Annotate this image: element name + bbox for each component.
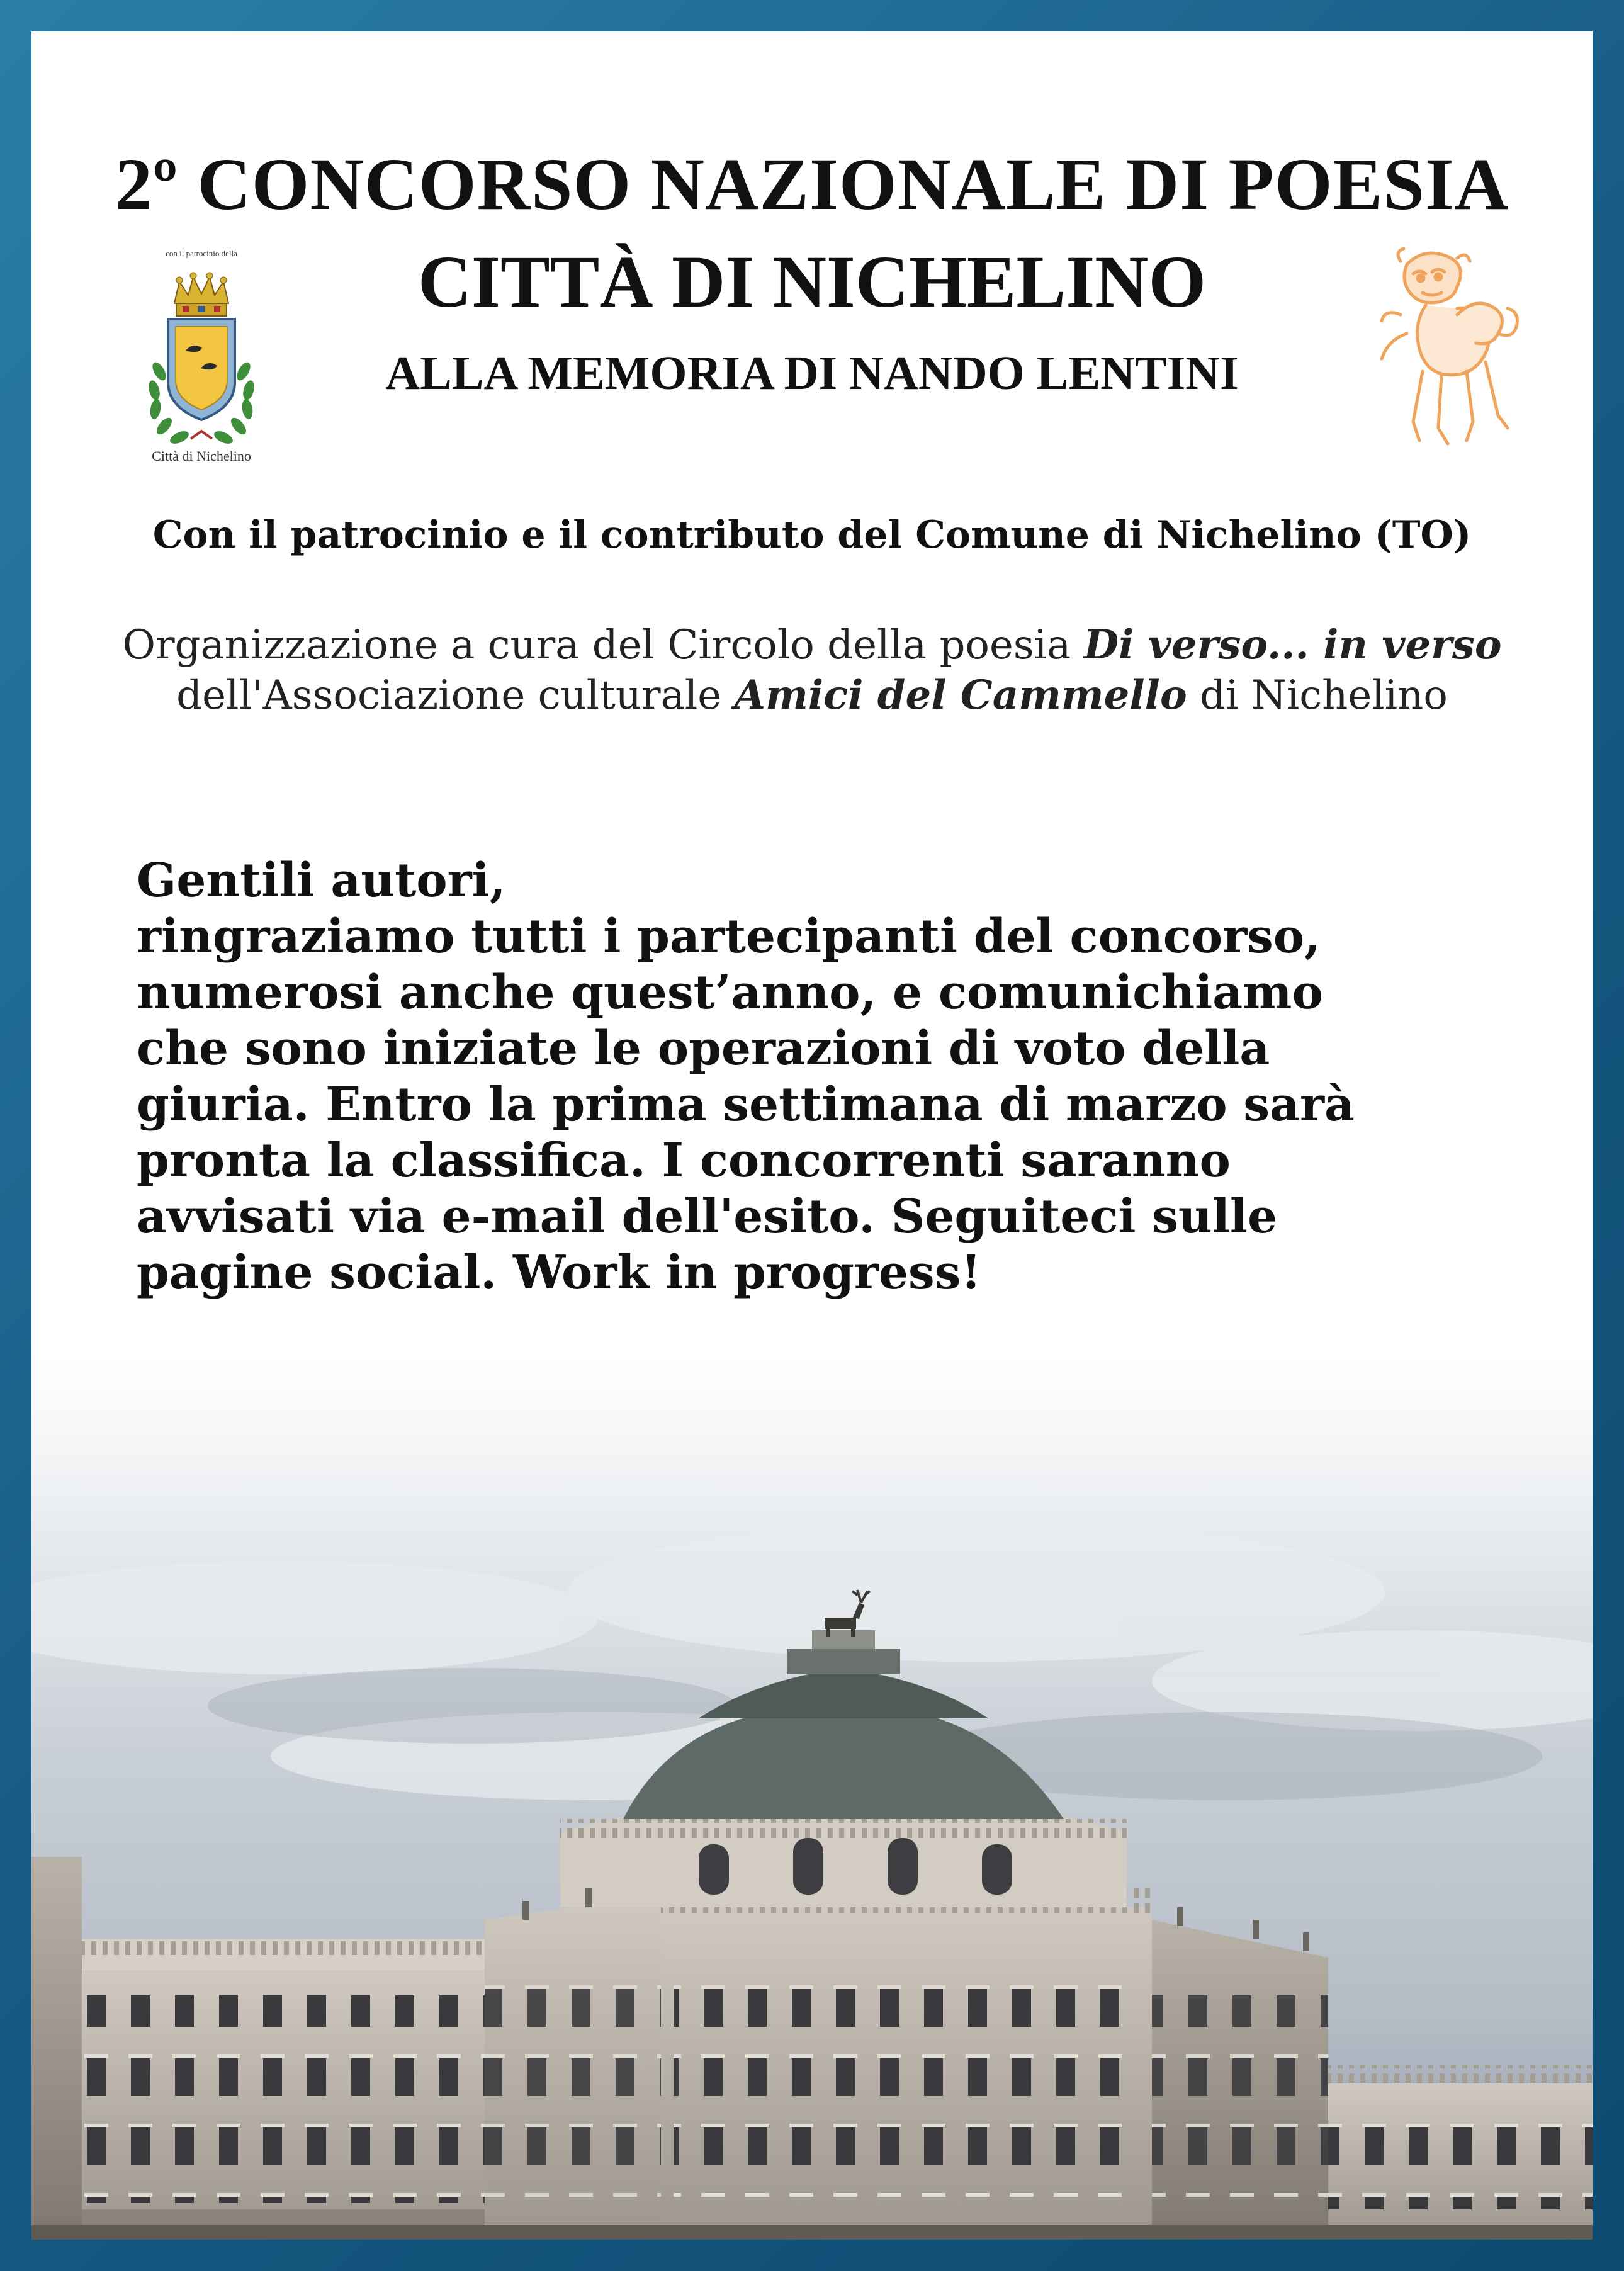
letter-line: pagine social. Work in progress! [137, 1246, 981, 1300]
title-line-1: 2º CONCORSO NAZIONALE DI POESIA [115, 143, 1509, 225]
organization-line-1-prefix: Organizzazione a cura del Circolo della poesia [122, 622, 1084, 668]
title-line-3: ALLA MEMORIA DI NANDO LENTINI [385, 347, 1239, 400]
association-name: Amici del Cammello [734, 672, 1187, 719]
patronage-text: Con il patrocinio e il contributo del Comune di Nichelino (TO) [152, 513, 1472, 557]
letter-line: ringraziamo tutti i partecipanti del concorso, [137, 910, 1321, 964]
letter-line: che sono iniziate le operazioni di voto della [137, 1022, 1270, 1076]
organization-line-2-prefix: dell'Associazione culturale [176, 672, 735, 719]
letter-line: giuria. Entro la prima settimana di marzo sarà [137, 1078, 1355, 1132]
organization-line-2-suffix: di Nichelino [1187, 672, 1448, 719]
organization-line-1 [31, 620, 1593, 670]
palace-photo [31, 1353, 1593, 2240]
camel-mascot-icon [1363, 239, 1539, 472]
letter-line: avvisati via e-mail dell'esito. Seguiteci sulle [137, 1190, 1278, 1244]
letter-line: Gentili autori, [137, 854, 506, 908]
organization-line-2 [31, 670, 1593, 721]
crest-caption: Città di Nichelino [152, 448, 251, 464]
letter-line: pronta la classifica. I concorrenti saranno [137, 1134, 1231, 1188]
nichelino-crest-icon [123, 242, 280, 482]
crest-patronage-text: con il patrocinio della [166, 249, 237, 258]
title-line-2: CITTÀ DI NICHELINO [417, 240, 1207, 323]
announcement-letter [137, 853, 1521, 1301]
crown-icon [174, 273, 228, 316]
circle-name: Di verso... in verso [1083, 621, 1502, 668]
letter-line: numerosi anche quest’anno, e comunichiamo [137, 966, 1323, 1020]
poster [31, 31, 1593, 2240]
